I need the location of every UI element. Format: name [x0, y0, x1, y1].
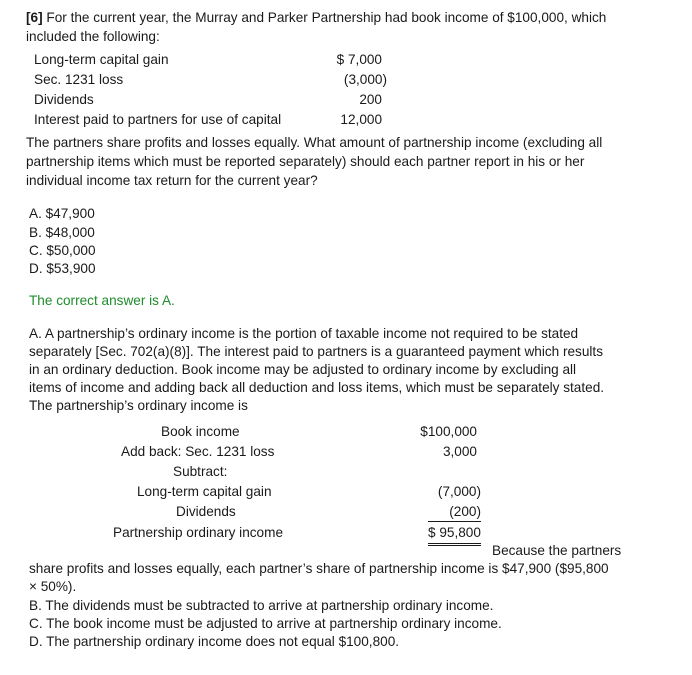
question-stem-text: For the current year, the Murray and Parker Partnership had book income of $100,000, which	[46, 10, 607, 25]
explanation-choice-d: D. The partnership ordinary income does not equal $100,800.	[29, 634, 400, 649]
question-prompt-line: partnership items which must be reported separately) should each partner report in his or her	[26, 154, 585, 169]
question-number: [6]	[26, 10, 43, 25]
answer-choice-d: D. $53,900	[29, 261, 96, 276]
calc-label-ltcg: Long-term capital gain	[137, 484, 272, 499]
calc-value-dividends: (200)	[428, 503, 481, 522]
item-amount: 200	[359, 92, 382, 107]
answer-choice-b: B. $48,000	[29, 225, 95, 240]
explanation-line: separately [Sec. 702(a)(8)]. The interest paid to partners is a guaranteed payment which results	[29, 344, 604, 359]
question-prompt-line: individual income tax return for the current year?	[26, 173, 318, 188]
item-label: Long-term capital gain	[34, 52, 169, 67]
conclusion-line: Because the partners	[492, 543, 622, 558]
calc-label-add-back: Add back: Sec. 1231 loss	[121, 444, 275, 459]
item-label: Interest paid to partners for use of capital	[34, 112, 282, 127]
item-amount: 12,000	[340, 112, 382, 127]
calc-value-ltcg: (7,000)	[437, 484, 481, 499]
explanation-choice-c: C. The book income must be adjusted to arrive at partnership ordinary income.	[29, 616, 502, 631]
calc-label-subtract: Subtract:	[173, 464, 228, 479]
explanation-line: in an ordinary deduction. Book income may be adjusted to ordinary income by excluding all	[29, 362, 577, 377]
calc-value-ordinary-income: $ 95,800	[428, 524, 481, 546]
conclusion-line: × 50%).	[29, 579, 77, 594]
calc-label-book-income: Book income	[161, 424, 240, 439]
calc-value-book-income: $100,000	[420, 424, 477, 439]
answer-choice-c: C. $50,000	[29, 243, 96, 258]
explanation-line: The partnership’s ordinary income is	[29, 398, 248, 413]
explanation-choice-b: B. The dividends must be subtracted to arrive at partnership ordinary income.	[29, 598, 494, 613]
question-stem-line-2: included the following:	[26, 29, 160, 44]
calc-label-dividends: Dividends	[176, 504, 236, 519]
explanation-line: A. A partnership’s ordinary income is the portion of taxable income not required to be stated	[29, 326, 579, 341]
item-label: Sec. 1231 loss	[34, 72, 124, 87]
item-amount: $ 7,000	[336, 52, 382, 67]
question-prompt-line: The partners share profits and losses equally. What amount of partnership income (excluding all	[26, 135, 603, 150]
correct-answer-label: The correct answer is A.	[29, 293, 175, 308]
explanation-line: items of income and adding back all deduction and loss items, which must be separately stated.	[29, 380, 605, 395]
question-stem-line-1	[26, 9, 606, 27]
calc-label-ordinary-income: Partnership ordinary income	[113, 525, 284, 540]
conclusion-line: share profits and losses equally, each partner’s share of partnership income is $47,900 ($95,800	[29, 561, 609, 576]
item-label: Dividends	[34, 92, 94, 107]
calc-value-add-back: 3,000	[442, 444, 477, 459]
answer-choice-a: A. $47,900	[29, 206, 95, 221]
item-amount: (3,000)	[343, 72, 387, 87]
